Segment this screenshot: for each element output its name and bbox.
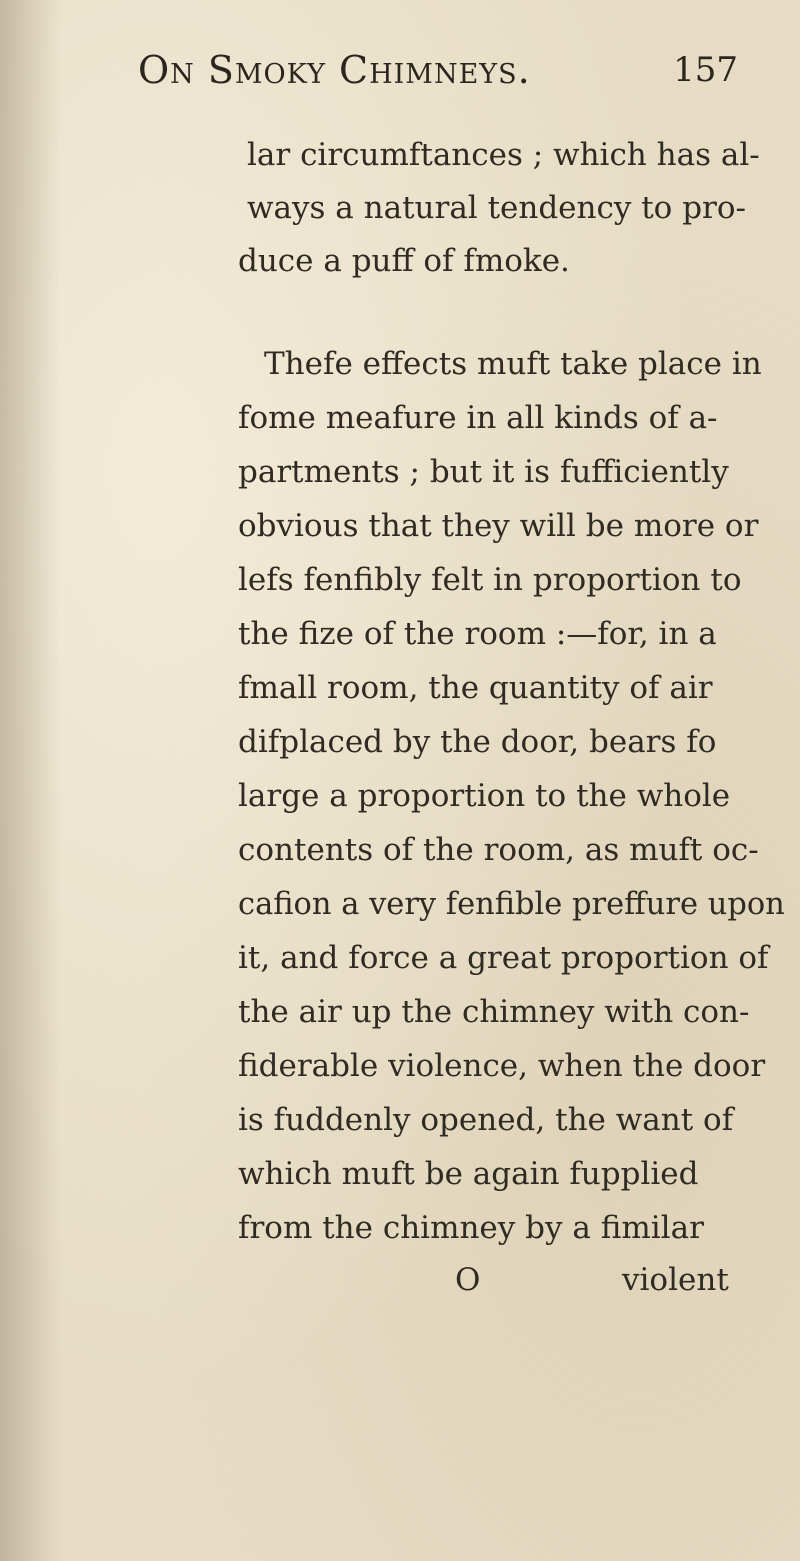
text-line: the air up the chimney with con- xyxy=(238,994,750,1030)
running-head: On Smoky Chimneys. xyxy=(138,48,531,92)
text-line: it, and force a great proportion of xyxy=(238,940,769,976)
text-line: obvious that they will be more or xyxy=(238,508,759,544)
text-line: ways a natural tendency to pro- xyxy=(247,190,746,226)
page-number: 157 xyxy=(673,50,738,90)
text-line: difplaced by the door, bears fo xyxy=(238,724,717,760)
text-line: is fuddenly opened, the want of xyxy=(238,1102,734,1138)
text-line: cafion a very fenfible preffure upon xyxy=(238,886,785,922)
paragraph-first-line: Thefe effects muft take place in xyxy=(264,346,762,382)
text-line: fiderable violence, when the door xyxy=(238,1048,766,1084)
text-line: lefs fenfibly felt in proportion to xyxy=(238,562,742,598)
page-header xyxy=(138,48,738,108)
text-line: duce a puff of fmoke. xyxy=(238,243,570,279)
text-line: partments ; but it is fufficiently xyxy=(238,454,729,490)
text-line: the fize of the room :—for, in a xyxy=(238,616,717,652)
page-gutter-shadow xyxy=(0,0,60,1561)
text-line: fmall room, the quantity of air xyxy=(238,670,713,706)
text-line: from the chimney by a fimilar xyxy=(238,1210,704,1246)
text-line: lar circumftances ; which has al- xyxy=(247,137,760,173)
text-line: which muft be again fupplied xyxy=(238,1156,699,1192)
text-line: fome meafure in all kinds of a- xyxy=(238,400,718,436)
signature-mark: O xyxy=(455,1262,481,1298)
catchword: violent xyxy=(622,1262,729,1298)
text-line: contents of the room, as muft oc- xyxy=(238,832,759,868)
text-line: large a proportion to the whole xyxy=(238,778,731,814)
